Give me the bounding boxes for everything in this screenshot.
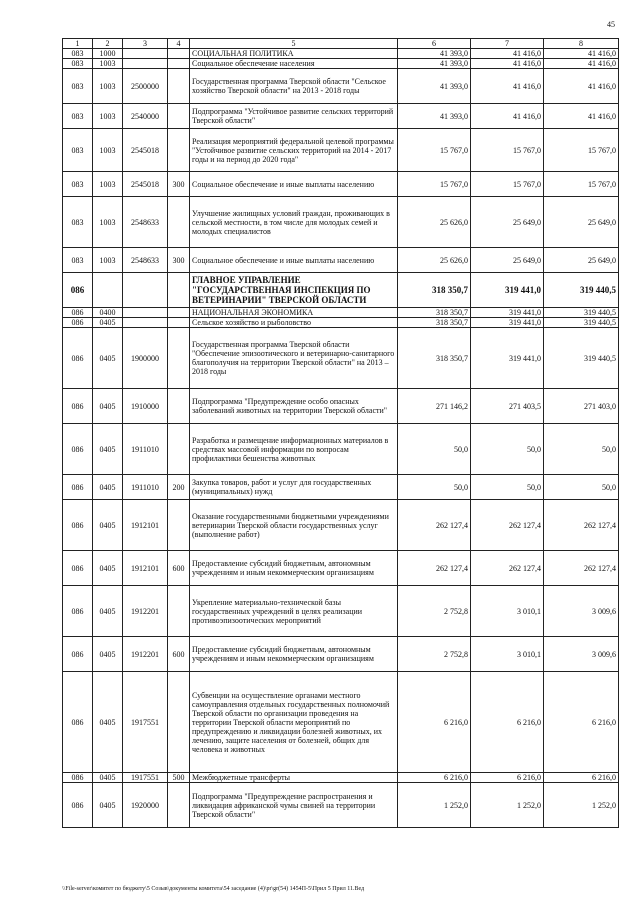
description-cell: Предоставление субсидий бюджетным, автономным учреждениям и иным некоммерческим организациям (190, 637, 398, 672)
section-code-cell: 0405 (93, 500, 123, 551)
description-cell: Оказание государственными бюджетными учреждениями ветеринарии Тверской области государственных услуг (выполнение работ) (190, 500, 398, 551)
description-cell: Реализация мероприятий федеральной целевой программы "Устойчивое развитие сельских территорий на 2014 - 2017 годы и на период до 2020 года" (190, 129, 398, 172)
amount-col6-cell: 262 127,4 (398, 500, 471, 551)
description-cell: Подпрограмма "Устойчивое развитие сельских территорий Тверской области" (190, 104, 398, 129)
ministry-code-cell: 086 (63, 783, 93, 828)
target-article-cell: 2548633 (123, 197, 168, 248)
column-header: 2 (93, 39, 123, 49)
section-code-cell: 0405 (93, 672, 123, 773)
amount-col7-cell: 41 416,0 (471, 69, 544, 104)
target-article-cell (123, 308, 168, 318)
ministry-code-cell: 083 (63, 197, 93, 248)
expense-type-cell: 500 (168, 773, 190, 783)
expense-type-cell: 200 (168, 475, 190, 500)
section-code-cell: 0405 (93, 389, 123, 424)
expense-type-cell (168, 197, 190, 248)
target-article-cell (123, 49, 168, 59)
description-cell: Подпрограмма "Предупреждение распространения и ликвидация африканской чумы свиней на территории Тверской области" (190, 783, 398, 828)
amount-col7-cell: 319 441,0 (471, 308, 544, 318)
amount-col6-cell: 318 350,7 (398, 328, 471, 389)
amount-col7-cell: 50,0 (471, 424, 544, 475)
amount-col8-cell: 319 440,5 (544, 328, 619, 389)
file-path-footer: \\File-server\комитет по бюджету\5 Созыв\документы комитета\54 заседание (4)\pr\gr(54) 1454П-5\Прил 5 Прил 11.Вед (62, 886, 365, 892)
amount-col8-cell: 319 440,5 (544, 308, 619, 318)
expense-type-cell (168, 328, 190, 389)
section-code-cell: 1003 (93, 197, 123, 248)
amount-col6-cell: 15 767,0 (398, 129, 471, 172)
ministry-code-cell: 083 (63, 172, 93, 197)
amount-col7-cell: 3 010,1 (471, 586, 544, 637)
description-cell: Подпрограмма "Предупреждение особо опасных заболеваний животных на территории Тверской области" (190, 389, 398, 424)
expense-type-cell (168, 586, 190, 637)
column-header: 6 (398, 39, 471, 49)
expense-type-cell (168, 672, 190, 773)
description-cell: Социальное обеспечение населения (190, 59, 398, 69)
description-cell: Социальное обеспечение и иные выплаты населению (190, 172, 398, 197)
column-header: 4 (168, 39, 190, 49)
page-number: 45 (607, 20, 615, 29)
section-code-cell: 0400 (93, 308, 123, 318)
table-row (63, 172, 619, 197)
ministry-code-cell: 083 (63, 49, 93, 59)
ministry-code-cell: 086 (63, 308, 93, 318)
amount-col6-cell: 6 216,0 (398, 773, 471, 783)
description-cell: Улучшение жилищных условий граждан, проживающих в сельской местности, в том числе для молодых семей и молодых специалистов (190, 197, 398, 248)
ministry-code-cell: 083 (63, 248, 93, 273)
expense-type-cell (168, 308, 190, 318)
table-row (63, 129, 619, 172)
description-cell: Укрепление материально-технической базы государственных учреждений в целях реализации противоэпизоотических мероприятий (190, 586, 398, 637)
section-code-cell: 1003 (93, 59, 123, 69)
table-row (63, 69, 619, 104)
target-article-cell: 1917551 (123, 672, 168, 773)
ministry-code-cell: 083 (63, 69, 93, 104)
table-row (63, 328, 619, 389)
table-row (63, 773, 619, 783)
ministry-code-cell: 083 (63, 129, 93, 172)
ministry-code-cell: 086 (63, 500, 93, 551)
amount-col8-cell: 262 127,4 (544, 551, 619, 586)
amount-col6-cell: 50,0 (398, 424, 471, 475)
amount-col6-cell: 25 626,0 (398, 248, 471, 273)
description-cell: Государственная программа Тверской области "Сельское хозяйство Тверской области" на 2013 - 2018 годы (190, 69, 398, 104)
expense-type-cell (168, 424, 190, 475)
target-article-cell: 2548633 (123, 248, 168, 273)
amount-col8-cell: 271 403,0 (544, 389, 619, 424)
target-article-cell: 2545018 (123, 172, 168, 197)
amount-col6-cell: 1 252,0 (398, 783, 471, 828)
amount-col6-cell: 318 350,7 (398, 273, 471, 308)
target-article-cell: 1912201 (123, 586, 168, 637)
section-code-cell: 0405 (93, 586, 123, 637)
amount-col7-cell: 25 649,0 (471, 197, 544, 248)
target-article-cell: 2545018 (123, 129, 168, 172)
amount-col8-cell: 6 216,0 (544, 773, 619, 783)
amount-col7-cell: 41 416,0 (471, 59, 544, 69)
expense-type-cell (168, 500, 190, 551)
column-header: 1 (63, 39, 93, 49)
expense-type-cell (168, 104, 190, 129)
target-article-cell: 1920000 (123, 783, 168, 828)
target-article-cell (123, 273, 168, 308)
amount-col8-cell: 50,0 (544, 475, 619, 500)
amount-col7-cell: 3 010,1 (471, 637, 544, 672)
amount-col8-cell: 41 416,0 (544, 49, 619, 59)
section-code-cell: 1003 (93, 104, 123, 129)
amount-col8-cell: 3 009,6 (544, 586, 619, 637)
target-article-cell: 1910000 (123, 389, 168, 424)
amount-col8-cell: 262 127,4 (544, 500, 619, 551)
description-cell: Социальное обеспечение и иные выплаты населению (190, 248, 398, 273)
section-code-cell: 1003 (93, 69, 123, 104)
description-cell: Межбюджетные трансферты (190, 773, 398, 783)
table-row (63, 500, 619, 551)
table-row (63, 49, 619, 59)
table-row (63, 424, 619, 475)
amount-col7-cell: 6 216,0 (471, 672, 544, 773)
ministry-code-cell: 086 (63, 637, 93, 672)
column-number-row (63, 39, 619, 49)
amount-col6-cell: 41 393,0 (398, 69, 471, 104)
amount-col7-cell: 6 216,0 (471, 773, 544, 783)
target-article-cell: 2500000 (123, 69, 168, 104)
table-body (63, 49, 619, 828)
section-code-cell: 1000 (93, 49, 123, 59)
table-row (63, 59, 619, 69)
amount-col6-cell: 2 752,8 (398, 637, 471, 672)
amount-col7-cell: 271 403,5 (471, 389, 544, 424)
section-code-cell: 1003 (93, 248, 123, 273)
section-code-cell: 0405 (93, 318, 123, 328)
amount-col6-cell: 25 626,0 (398, 197, 471, 248)
amount-col8-cell: 25 649,0 (544, 248, 619, 273)
amount-col7-cell: 262 127,4 (471, 551, 544, 586)
amount-col7-cell: 319 441,0 (471, 328, 544, 389)
table-row (63, 248, 619, 273)
amount-col8-cell: 41 416,0 (544, 59, 619, 69)
amount-col8-cell: 1 252,0 (544, 783, 619, 828)
section-code-cell: 0405 (93, 424, 123, 475)
ministry-code-cell: 086 (63, 328, 93, 389)
description-cell: Сельское хозяйство и рыболовство (190, 318, 398, 328)
amount-col6-cell: 6 216,0 (398, 672, 471, 773)
expense-type-cell: 600 (168, 551, 190, 586)
expense-type-cell: 300 (168, 248, 190, 273)
amount-col8-cell: 50,0 (544, 424, 619, 475)
amount-col6-cell: 318 350,7 (398, 318, 471, 328)
ministry-code-cell: 086 (63, 273, 93, 308)
target-article-cell: 1900000 (123, 328, 168, 389)
expense-type-cell (168, 59, 190, 69)
description-cell: Закупка товаров, работ и услуг для государственных (муниципальных) нужд (190, 475, 398, 500)
ministry-code-cell: 086 (63, 318, 93, 328)
amount-col6-cell: 50,0 (398, 475, 471, 500)
column-header: 3 (123, 39, 168, 49)
table-row (63, 783, 619, 828)
target-article-cell: 1911010 (123, 424, 168, 475)
target-article-cell: 2540000 (123, 104, 168, 129)
description-cell: ГЛАВНОЕ УПРАВЛЕНИЕ "ГОСУДАРСТВЕННАЯ ИНСПЕКЦИЯ ПО ВЕТЕРИНАРИИ" ТВЕРСКОЙ ОБЛАСТИ (190, 273, 398, 308)
amount-col7-cell: 41 416,0 (471, 104, 544, 129)
section-code-cell: 0405 (93, 637, 123, 672)
ministry-code-cell: 086 (63, 389, 93, 424)
expense-type-cell (168, 389, 190, 424)
target-article-cell: 1912101 (123, 500, 168, 551)
amount-col8-cell: 41 416,0 (544, 104, 619, 129)
amount-col7-cell: 15 767,0 (471, 172, 544, 197)
table-row (63, 475, 619, 500)
section-code-cell: 0405 (93, 475, 123, 500)
amount-col7-cell: 25 649,0 (471, 248, 544, 273)
amount-col7-cell: 41 416,0 (471, 49, 544, 59)
target-article-cell: 1917551 (123, 773, 168, 783)
ministry-code-cell: 086 (63, 672, 93, 773)
section-code-cell: 0405 (93, 773, 123, 783)
section-code-cell: 0405 (93, 328, 123, 389)
amount-col6-cell: 271 146,2 (398, 389, 471, 424)
target-article-cell: 1912201 (123, 637, 168, 672)
target-article-cell (123, 59, 168, 69)
table-row (63, 318, 619, 328)
amount-col6-cell: 2 752,8 (398, 586, 471, 637)
expense-type-cell (168, 318, 190, 328)
table-row (63, 672, 619, 773)
expense-type-cell (168, 69, 190, 104)
amount-col8-cell: 319 440,5 (544, 273, 619, 308)
description-cell: Государственная программа Тверской области "Обеспечение эпизоотического и ветеринарно-санитарного благополучия на территории Тверской области" на 2013 – 2018 годы (190, 328, 398, 389)
amount-col8-cell: 15 767,0 (544, 129, 619, 172)
section-code-cell: 1003 (93, 129, 123, 172)
expense-type-cell: 600 (168, 637, 190, 672)
amount-col7-cell: 1 252,0 (471, 783, 544, 828)
table-row (63, 273, 619, 308)
section-code-cell (93, 273, 123, 308)
ministry-code-cell: 083 (63, 104, 93, 129)
target-article-cell: 1911010 (123, 475, 168, 500)
target-article-cell: 1912101 (123, 551, 168, 586)
table-row (63, 308, 619, 318)
amount-col8-cell: 15 767,0 (544, 172, 619, 197)
amount-col8-cell: 41 416,0 (544, 69, 619, 104)
amount-col8-cell: 6 216,0 (544, 672, 619, 773)
table-row (63, 197, 619, 248)
amount-col8-cell: 25 649,0 (544, 197, 619, 248)
column-header: 8 (544, 39, 619, 49)
amount-col6-cell: 41 393,0 (398, 59, 471, 69)
expense-type-cell (168, 49, 190, 59)
table-row (63, 104, 619, 129)
amount-col8-cell: 319 440,5 (544, 318, 619, 328)
description-cell: НАЦИОНАЛЬНАЯ ЭКОНОМИКА (190, 308, 398, 318)
description-cell: Разработка и размещение информационных материалов в средствах массовой информации по вопросам профилактики бешенства животных (190, 424, 398, 475)
expense-type-cell (168, 273, 190, 308)
description-cell: Субвенции на осуществление органами местного самоуправления отдельных государственных полномочий Тверской области по организации проведения на территории Тверской области мероприятий по предупреждению и ликвидации болезней животных, их лечению, защите населения от болезней, общих для человека и животных (190, 672, 398, 773)
column-header: 7 (471, 39, 544, 49)
expense-type-cell (168, 129, 190, 172)
ministry-code-cell: 083 (63, 59, 93, 69)
table-row (63, 551, 619, 586)
amount-col6-cell: 41 393,0 (398, 49, 471, 59)
table-row (63, 637, 619, 672)
table-row (63, 389, 619, 424)
amount-col7-cell: 262 127,4 (471, 500, 544, 551)
amount-col6-cell: 41 393,0 (398, 104, 471, 129)
ministry-code-cell: 086 (63, 773, 93, 783)
section-code-cell: 0405 (93, 783, 123, 828)
ministry-code-cell: 086 (63, 475, 93, 500)
section-code-cell: 1003 (93, 172, 123, 197)
amount-col6-cell: 15 767,0 (398, 172, 471, 197)
column-header: 5 (190, 39, 398, 49)
target-article-cell (123, 318, 168, 328)
ministry-code-cell: 086 (63, 424, 93, 475)
ministry-code-cell: 086 (63, 551, 93, 586)
expense-type-cell: 300 (168, 172, 190, 197)
table-row (63, 586, 619, 637)
amount-col6-cell: 318 350,7 (398, 308, 471, 318)
amount-col6-cell: 262 127,4 (398, 551, 471, 586)
description-cell: СОЦИАЛЬНАЯ ПОЛИТИКА (190, 49, 398, 59)
amount-col7-cell: 319 441,0 (471, 273, 544, 308)
expense-type-cell (168, 783, 190, 828)
ministry-code-cell: 086 (63, 586, 93, 637)
description-cell: Предоставление субсидий бюджетным, автономным учреждениям и иным некоммерческим организациям (190, 551, 398, 586)
section-code-cell: 0405 (93, 551, 123, 586)
amount-col7-cell: 319 441,0 (471, 318, 544, 328)
amount-col8-cell: 3 009,6 (544, 637, 619, 672)
amount-col7-cell: 15 767,0 (471, 129, 544, 172)
budget-table (62, 38, 619, 828)
amount-col7-cell: 50,0 (471, 475, 544, 500)
